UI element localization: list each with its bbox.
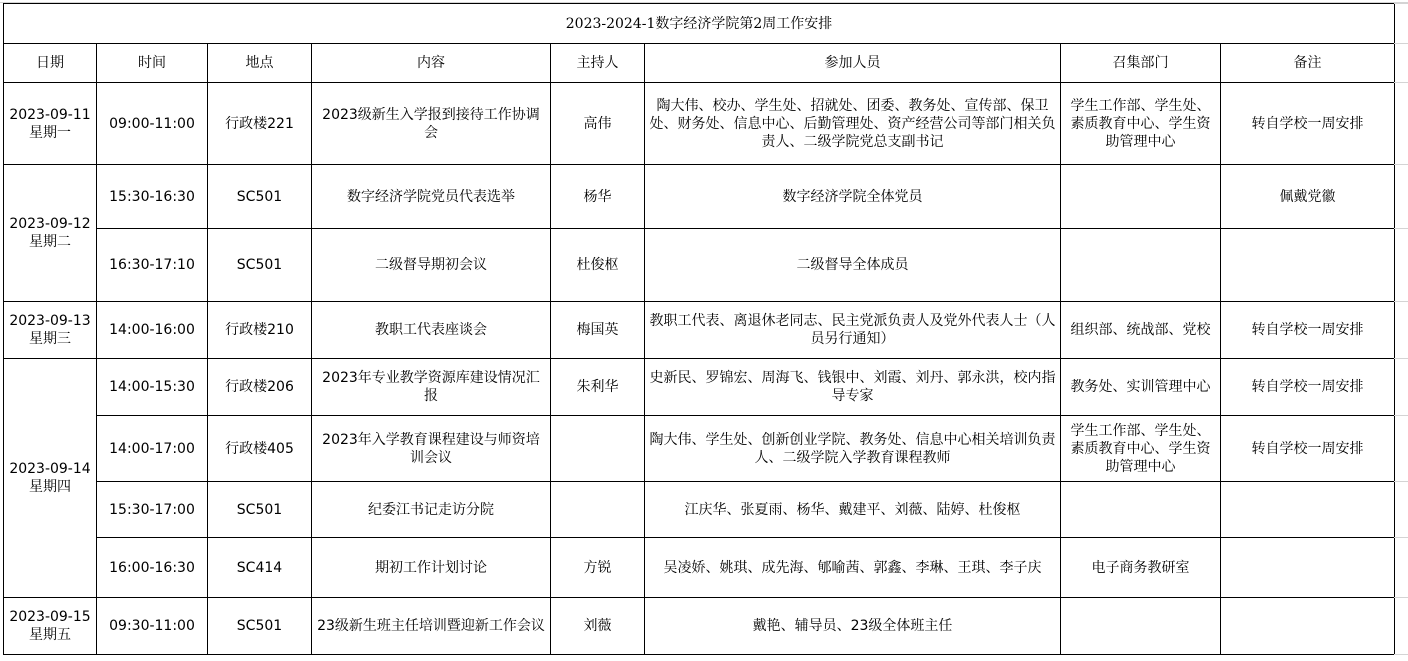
attendees-cell[interactable]: 陶大伟、校办、学生处、招就处、团委、教务处、宣传部、保卫处、财务处、信息中心、后勤管理处、资产经营公司等部门相关负责人、二级学院党总支副书记	[645, 83, 1061, 165]
place-cell[interactable]: SC501	[208, 598, 312, 655]
table-row	[4, 302, 1395, 359]
time-cell[interactable]: 15:30-17:00	[97, 482, 208, 538]
title-row	[4, 4, 1395, 44]
content-cell[interactable]: 纪委江书记走访分院	[312, 482, 551, 538]
header-date[interactable]: 日期	[4, 44, 97, 83]
content-cell[interactable]: 2023年入学教育课程建设与师资培训会议	[312, 416, 551, 482]
header-host[interactable]: 主持人	[551, 44, 645, 83]
date-cell[interactable]	[4, 359, 97, 598]
table-row	[4, 359, 1395, 416]
content-cell[interactable]: 23级新生班主任培训暨迎新工作会议	[312, 598, 551, 655]
date-cell[interactable]	[4, 598, 97, 655]
note-cell[interactable]: 转自学校一周安排	[1221, 302, 1395, 359]
weekday-text: 星期四	[29, 479, 71, 495]
time-cell[interactable]: 14:00-17:00	[97, 416, 208, 482]
dept-cell[interactable]	[1061, 598, 1221, 655]
schedule-table	[3, 3, 1395, 655]
header-row	[4, 44, 1395, 83]
note-cell[interactable]: 转自学校一周安排	[1221, 359, 1395, 416]
place-cell[interactable]: SC414	[208, 538, 312, 598]
time-cell[interactable]: 09:00-11:00	[97, 83, 208, 165]
note-cell[interactable]	[1221, 598, 1395, 655]
host-cell[interactable]: 杨华	[551, 165, 645, 229]
weekday-text: 星期三	[29, 331, 71, 347]
time-cell[interactable]: 15:30-16:30	[97, 165, 208, 229]
table-row	[4, 538, 1395, 598]
host-cell[interactable]: 刘薇	[551, 598, 645, 655]
weekday-text: 星期一	[29, 124, 71, 141]
attendees-cell[interactable]: 陶大伟、学生处、创新创业学院、教务处、信息中心相关培训负责人、二级学院入学教育课程教师	[645, 416, 1061, 482]
header-dept[interactable]: 召集部门	[1061, 44, 1221, 83]
content-cell[interactable]: 二级督导期初会议	[312, 229, 551, 302]
attendees-cell[interactable]: 江庆华、张夏雨、杨华、戴建平、刘薇、陆婷、杜俊枢	[645, 482, 1061, 538]
weekday-text: 星期五	[29, 627, 71, 643]
time-cell[interactable]: 09:30-11:00	[97, 598, 208, 655]
dept-cell[interactable]: 学生工作部、学生处、素质教育中心、学生资助管理中心	[1061, 83, 1221, 165]
time-cell[interactable]: 16:30-17:10	[97, 229, 208, 302]
host-cell[interactable]	[551, 482, 645, 538]
host-cell[interactable]: 杜俊枢	[551, 229, 645, 302]
place-cell[interactable]: SC501	[208, 229, 312, 302]
header-place[interactable]: 地点	[208, 44, 312, 83]
date-text: 2023-09-15	[9, 609, 91, 625]
attendees-cell[interactable]: 二级督导全体成员	[645, 229, 1061, 302]
adjacent-empty-column[interactable]	[1394, 3, 1408, 661]
note-cell[interactable]	[1221, 538, 1395, 598]
header-content[interactable]: 内容	[312, 44, 551, 83]
content-cell[interactable]: 期初工作计划讨论	[312, 538, 551, 598]
date-text: 2023-09-12	[9, 216, 91, 232]
time-cell[interactable]: 14:00-15:30	[97, 359, 208, 416]
date-text: 2023-09-13	[9, 313, 91, 329]
table-title[interactable]: 2023-2024-1数字经济学院第2周工作安排	[4, 4, 1395, 44]
content-cell[interactable]: 数字经济学院党员代表选举	[312, 165, 551, 229]
header-time[interactable]: 时间	[97, 44, 208, 83]
date-cell[interactable]	[4, 165, 97, 302]
time-cell[interactable]: 14:00-16:00	[97, 302, 208, 359]
dept-cell[interactable]	[1061, 482, 1221, 538]
note-cell[interactable]: 转自学校一周安排	[1221, 416, 1395, 482]
note-cell[interactable]: 佩戴党徽	[1221, 165, 1395, 229]
dept-cell[interactable]: 组织部、统战部、党校	[1061, 302, 1221, 359]
place-cell[interactable]: 行政楼206	[208, 359, 312, 416]
dept-cell[interactable]	[1061, 229, 1221, 302]
dept-cell[interactable]: 教务处、实训管理中心	[1061, 359, 1221, 416]
dept-cell[interactable]: 电子商务教研室	[1061, 538, 1221, 598]
date-text: 2023-09-11	[9, 106, 91, 123]
attendees-cell[interactable]: 戴艳、辅导员、23级全体班主任	[645, 598, 1061, 655]
dept-cell[interactable]	[1061, 165, 1221, 229]
table-row	[4, 83, 1395, 165]
host-cell[interactable]	[551, 416, 645, 482]
host-cell[interactable]: 高伟	[551, 83, 645, 165]
weekday-text: 星期二	[29, 234, 71, 250]
header-note[interactable]: 备注	[1221, 44, 1395, 83]
host-cell[interactable]: 梅国英	[551, 302, 645, 359]
attendees-cell[interactable]: 教职工代表、离退休老同志、民主党派负责人及党外代表人士（人员另行通知）	[645, 302, 1061, 359]
host-cell[interactable]: 方锐	[551, 538, 645, 598]
header-attendees[interactable]: 参加人员	[645, 44, 1061, 83]
content-cell[interactable]: 教职工代表座谈会	[312, 302, 551, 359]
note-cell[interactable]	[1221, 482, 1395, 538]
place-cell[interactable]: SC501	[208, 482, 312, 538]
note-cell[interactable]	[1221, 229, 1395, 302]
dept-cell[interactable]: 学生工作部、学生处、素质教育中心、学生资助管理中心	[1061, 416, 1221, 482]
content-cell[interactable]: 2023年专业教学资源库建设情况汇报	[312, 359, 551, 416]
table-row	[4, 482, 1395, 538]
host-cell[interactable]: 朱利华	[551, 359, 645, 416]
attendees-cell[interactable]: 吴凌娇、姚琪、成先海、郇喻茜、郭鑫、李琳、王琪、李子庆	[645, 538, 1061, 598]
place-cell[interactable]: 行政楼221	[208, 83, 312, 165]
place-cell[interactable]: SC501	[208, 165, 312, 229]
attendees-cell[interactable]: 数字经济学院全体党员	[645, 165, 1061, 229]
place-cell[interactable]: 行政楼405	[208, 416, 312, 482]
table-row	[4, 416, 1395, 482]
table-row	[4, 229, 1395, 302]
attendees-cell[interactable]: 史新民、罗锦宏、周海飞、钱银中、刘霞、刘丹、郭永洪，校内指导专家	[645, 359, 1061, 416]
date-cell[interactable]	[4, 83, 97, 165]
time-cell[interactable]: 16:00-16:30	[97, 538, 208, 598]
date-text: 2023-09-14	[9, 461, 91, 477]
note-cell[interactable]: 转自学校一周安排	[1221, 83, 1395, 165]
content-cell[interactable]: 2023级新生入学报到接待工作协调会	[312, 83, 551, 165]
date-cell[interactable]	[4, 302, 97, 359]
table-row	[4, 165, 1395, 229]
table-row	[4, 598, 1395, 655]
place-cell[interactable]: 行政楼210	[208, 302, 312, 359]
